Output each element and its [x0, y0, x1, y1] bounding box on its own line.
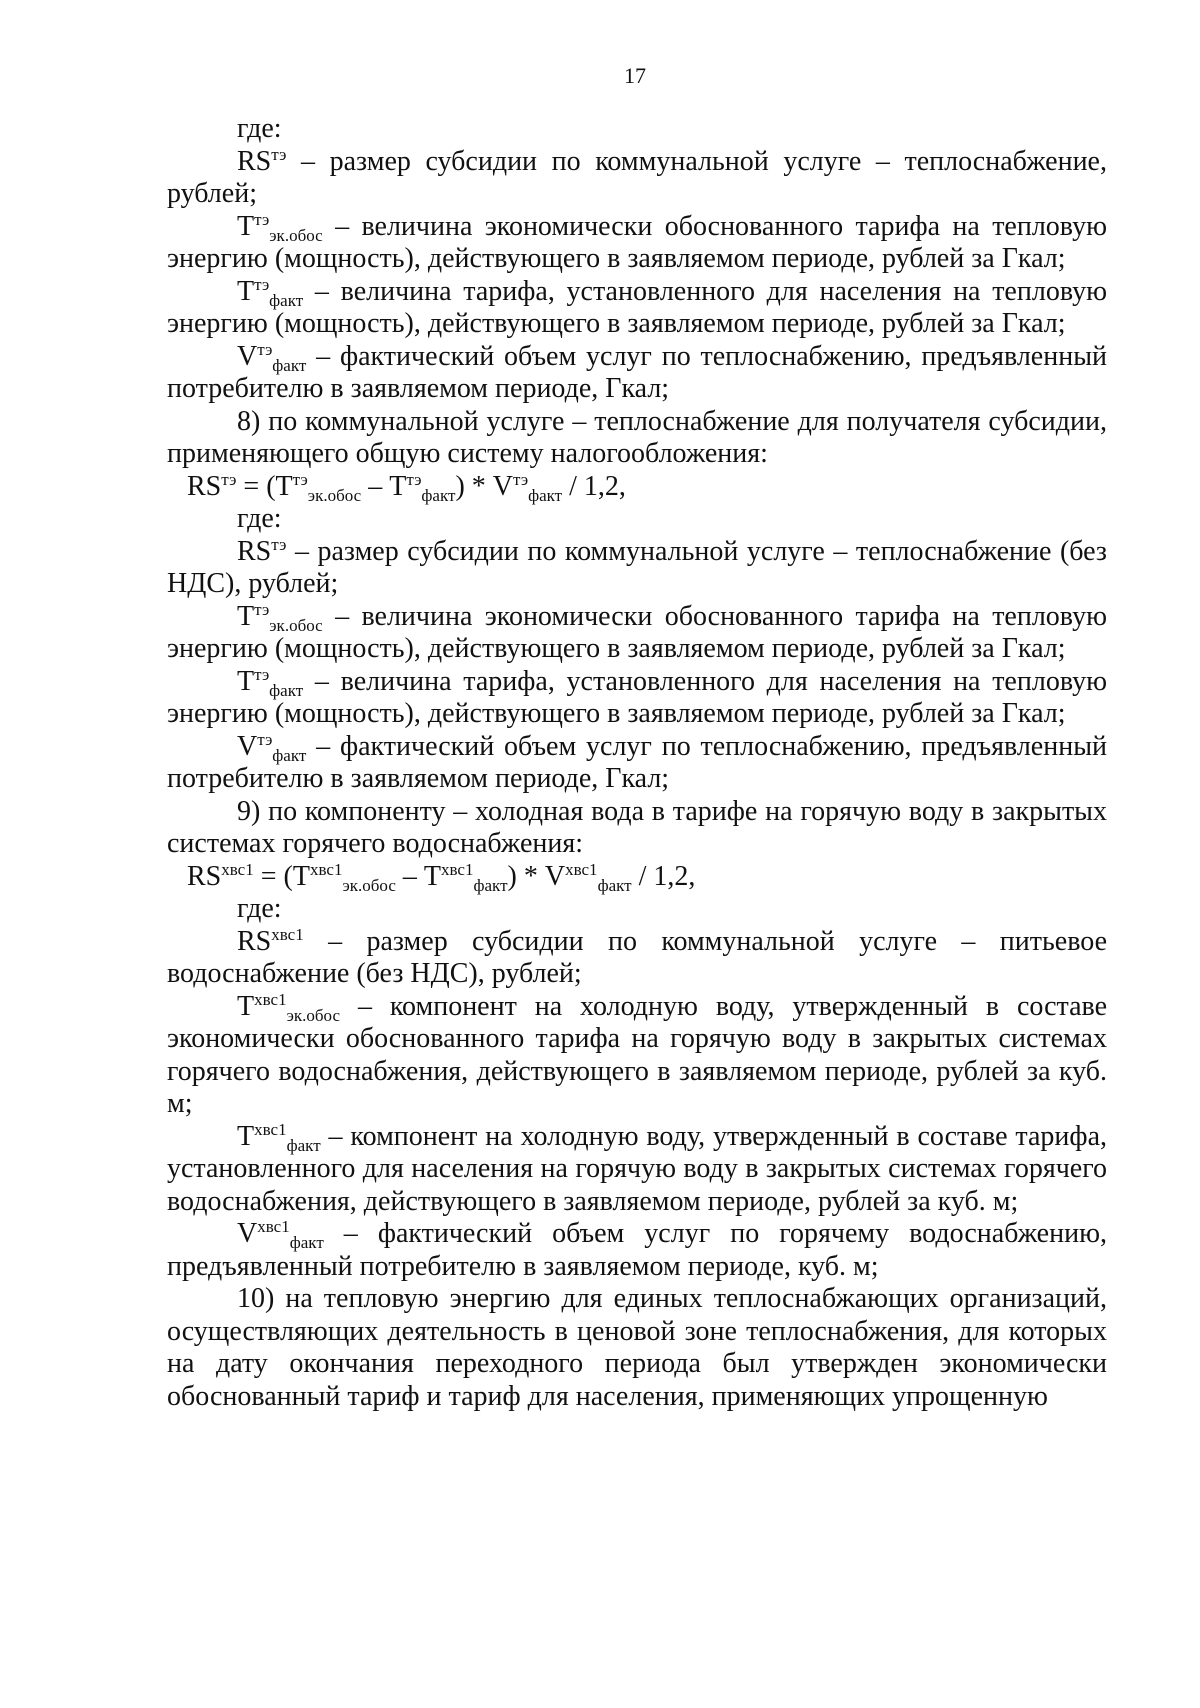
- definition-t-xvs1-fakt: $T^{хвс1}_{факт}$ – компонент на холодную воду, утвержденный в составе тарифа, установленного для населения на горячую воду в закрытых системах горячего водоснабжения, действующего в заявляемом периоде, рублей за куб. м;: [167, 1119, 1107, 1217]
- definition-t-te-ekobos: $T^{тэ}_{эк.обос}$ – величина экономически обоснованного тарифа на тепловую энергию (мощность), действующего в заявляемом периоде, рублей за Гкал;: [167, 599, 1107, 664]
- item-9: 9) по компоненту – холодная вода в тарифе на горячую воду в закрытых системах горячего водоснабжения:: [167, 795, 1107, 859]
- where-label: где:: [237, 113, 282, 144]
- definition-rs-te: $RS^{тэ}$ – размер субсидии по коммунальной услуге – теплоснабжение (без НДС), рублей;: [167, 534, 1107, 599]
- definition-t-te-ekobos: $T^{тэ}_{эк.обос}$ – величина экономически обоснованного тарифа на тепловую энергию (мощность), действующего в заявляемом периоде, рублей за Гкал;: [167, 209, 1107, 274]
- where-label: где:: [237, 893, 282, 924]
- item-10: 10) на тепловую энергию для единых теплоснабжающих организаций, осуществляющих деятельность в ценовой зоне теплоснабжения, для которых на дату окончания переходного периода был утвержден экономически обоснованный тариф и тариф для населения, применяющих упрощенную: [167, 1283, 1107, 1412]
- page-number: 17: [624, 63, 646, 88]
- item-8: 8) по коммунальной услуге – теплоснабжение для получателя субсидии, применяющего общую систему налогообложения:: [167, 405, 1107, 469]
- definition-t-te-fakt: $T^{тэ}_{факт}$ – величина тарифа, установленного для населения на тепловую энергию (мощность), действующего в заявляемом периоде, рублей за Гкал;: [167, 664, 1107, 729]
- definition-v-te-fakt: $V^{тэ}_{факт}$ – фактический объем услуг по теплоснабжению, предъявленный потребителю в заявляемом периоде, Гкал;: [167, 339, 1107, 404]
- definition-v-xvs1-fakt: $V^{хвс1}_{факт}$ – фактический объем услуг по горячему водоснабжению, предъявленный потребителю в заявляемом периоде, куб. м;: [167, 1217, 1107, 1282]
- definition-rs-xvs1: $RS^{хвс1}$ – размер субсидии по коммунальной услуге – питьевое водоснабжение (без НДС), рублей;: [167, 924, 1107, 989]
- definition-rs-te: $RS^{тэ}$ – размер субсидии по коммунальной услуге – теплоснабжение, рублей;: [167, 144, 1107, 209]
- where-label: где:: [237, 503, 282, 534]
- formula-rs-te: $RS^{тэ} = (T^{тэ}_{эк.обос} - T^{тэ}_{факт}) * V^{тэ}_{факт} / 1,2$,: [187, 469, 626, 505]
- definition-t-te-fakt: $T^{тэ}_{факт}$ – величина тарифа, установленного для населения на тепловую энергию (мощность), действующего в заявляемом периоде, рублей за Гкал;: [167, 274, 1107, 339]
- definition-t-xvs1-ekobos: $T^{хвс1}_{эк.обос}$ – компонент на холодную воду, утвержденный в составе экономически обоснованного тарифа на горячую воду в закрытых системах горячего водоснабжения, действующего в заявляемом периоде, рублей за куб. м;: [167, 989, 1107, 1119]
- definition-v-te-fakt: $V^{тэ}_{факт}$ – фактический объем услуг по теплоснабжению, предъявленный потребителю в заявляемом периоде, Гкал;: [167, 729, 1107, 794]
- document-body: [167, 113, 1107, 1413]
- formula-rs-xvs1: $RS^{хвс1} = (T^{хвс1}_{эк.обос} - T^{хвс1}_{факт}) * V^{хвс1}_{факт} / 1,2$,: [187, 859, 696, 895]
